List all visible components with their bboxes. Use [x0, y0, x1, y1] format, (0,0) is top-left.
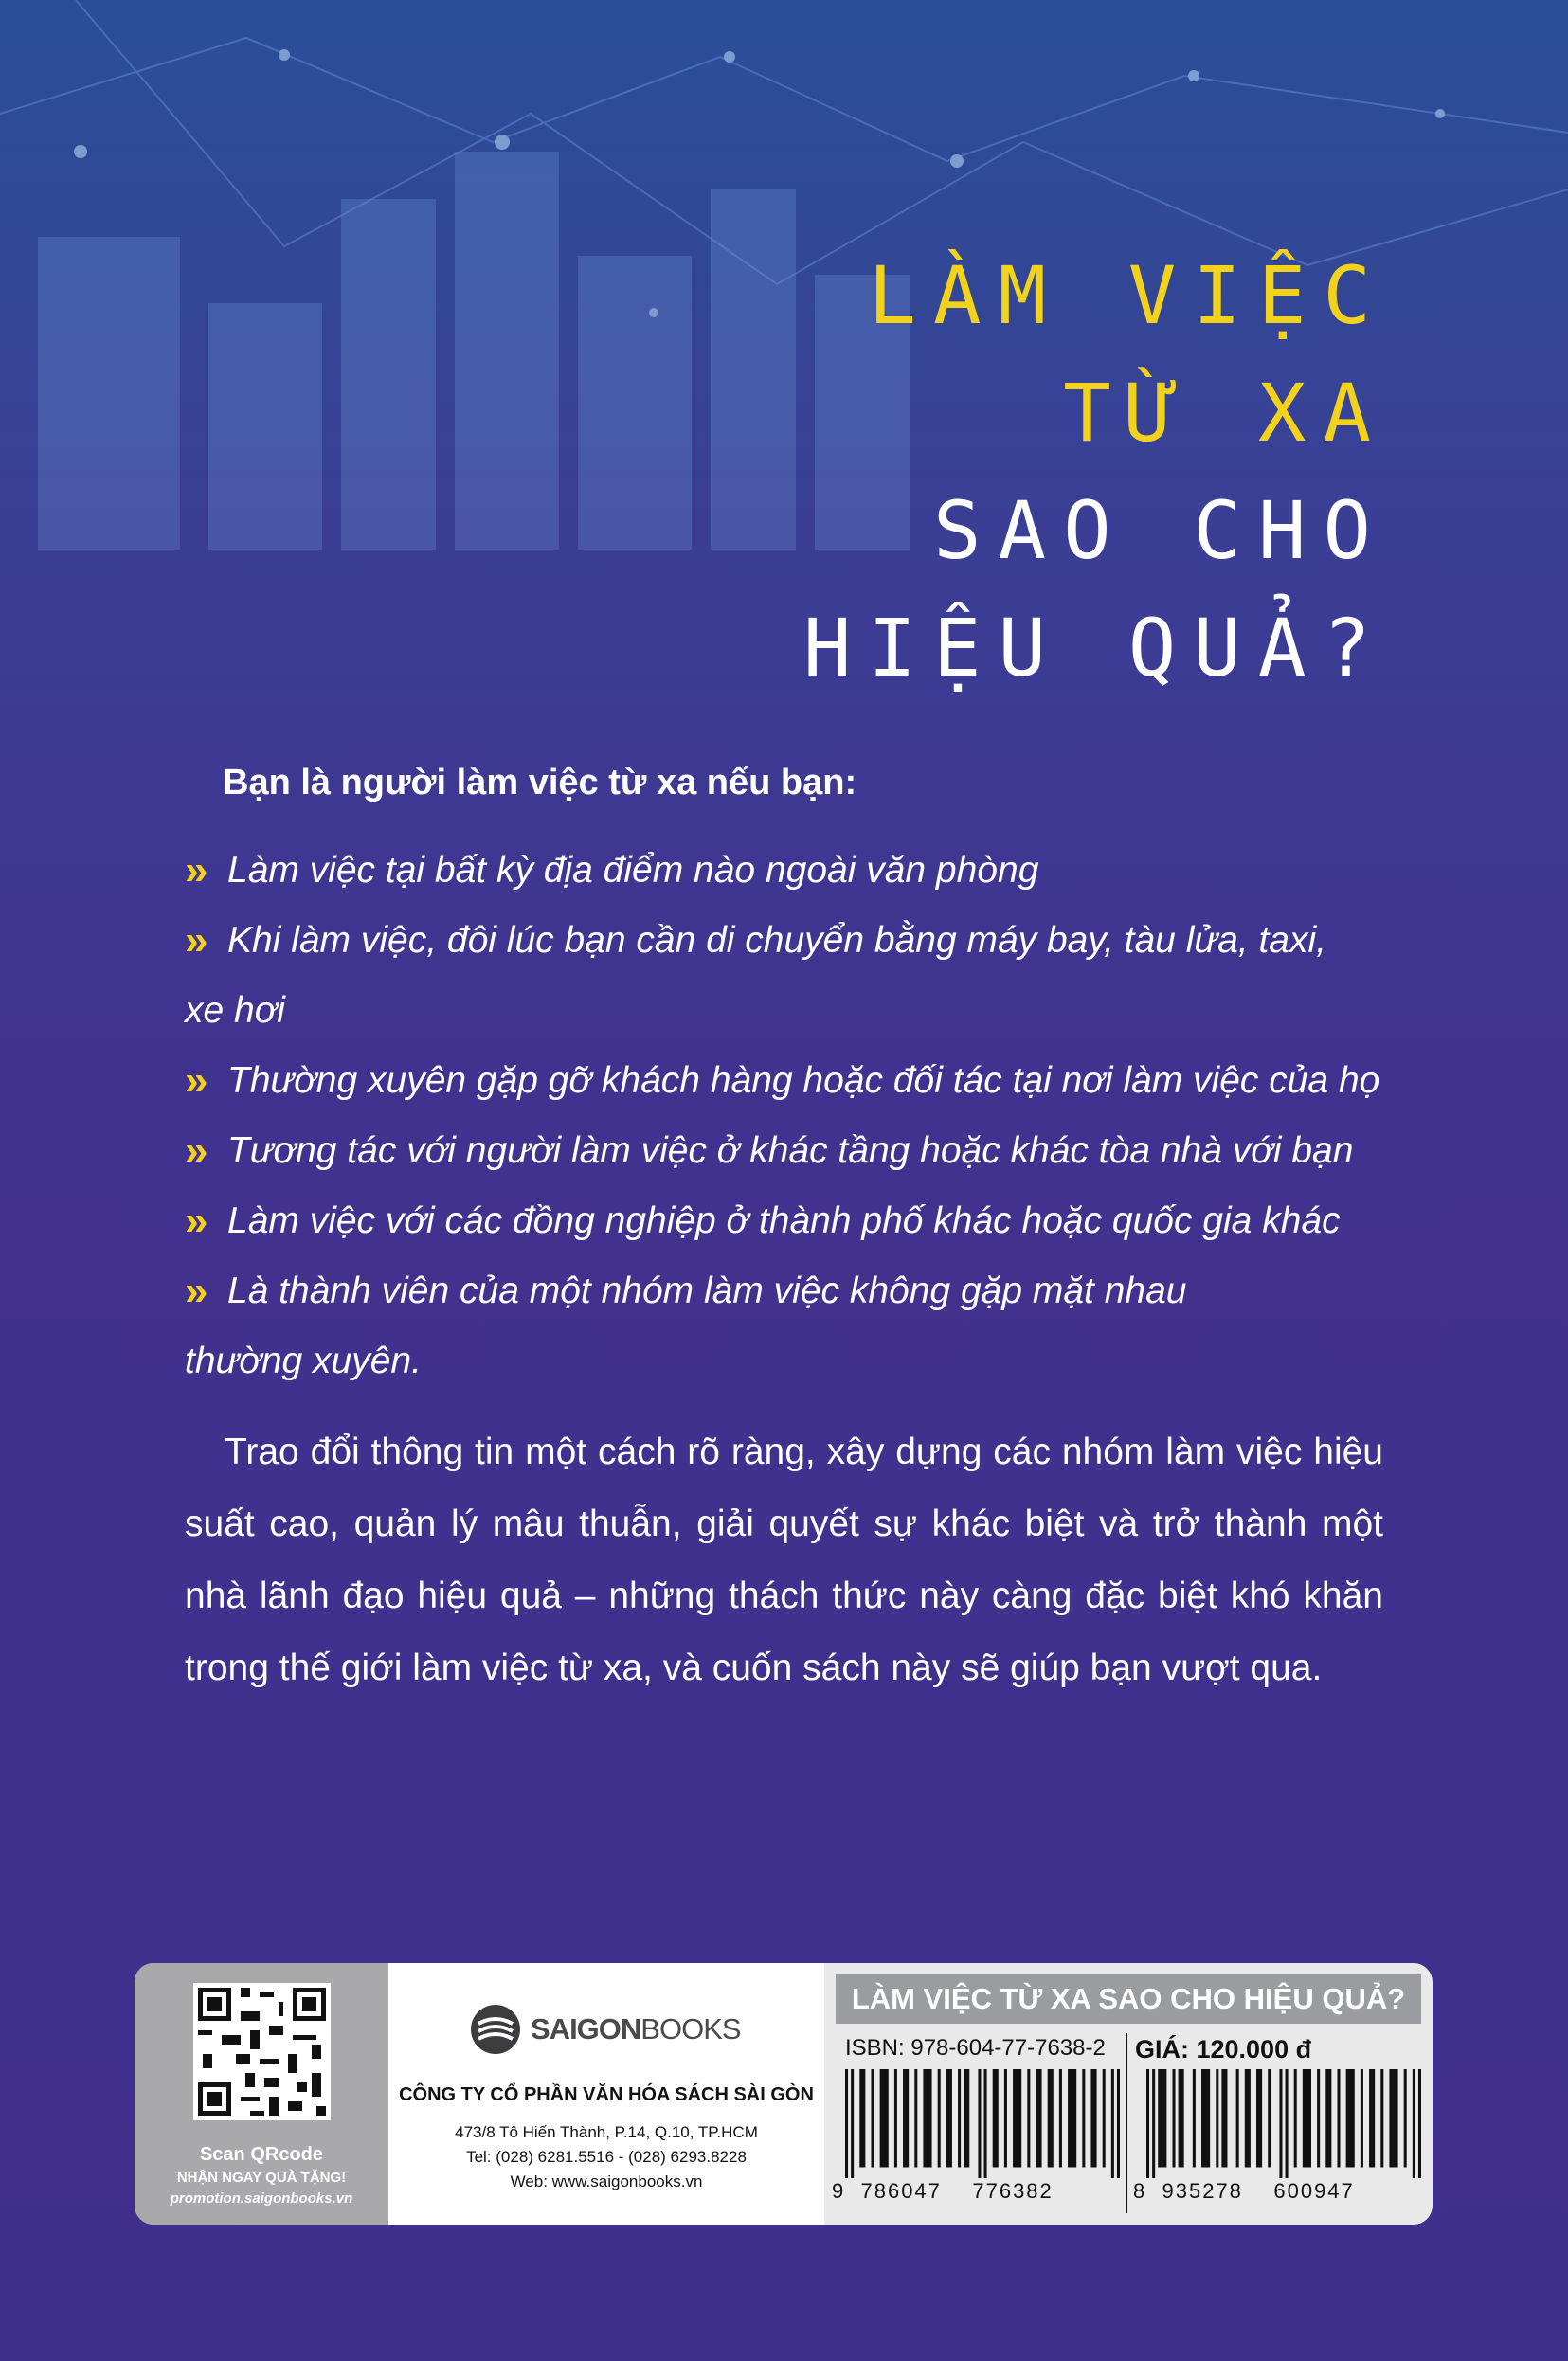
- qr-caption: Scan QRcode NHẬN NGAY QUÀ TẶNG! promotion.saigonbooks.vn: [170, 2144, 353, 2207]
- list-item: » Tương tác với người làm việc ở khác tầng hoặc khác tòa nhà với bạn: [185, 1116, 1407, 1186]
- title-line-4: HIỆU QUẢ?: [802, 602, 1388, 694]
- title-line-2: TỪ XA: [1063, 367, 1388, 460]
- isbn-barcode-digits: 9 786047 776382: [832, 2179, 1054, 2203]
- isbn-barcode-icon: [845, 2069, 1120, 2178]
- list-item: » Làm việc với các đồng nghiệp ở thành phố khác hoặc quốc gia khác: [185, 1186, 1407, 1256]
- publisher-logo-text: SAIGONBOOKS: [531, 2012, 741, 2046]
- back-cover-info-panel: [135, 1963, 1433, 2225]
- bullet-mark-icon: »: [185, 1268, 208, 1314]
- qr-section: [135, 1963, 388, 2225]
- title-line-3: SAO CHO: [932, 484, 1388, 577]
- bullet-mark-icon: »: [185, 847, 208, 893]
- bullet-mark-icon: »: [185, 1198, 208, 1244]
- isbn-label: ISBN: 978-604-77-7638-2: [845, 2035, 1106, 2061]
- list-item: » Là thành viên của một nhóm làm việc không gặp mặt nhau thường xuyên.: [185, 1256, 1407, 1397]
- price-barcode-icon: [1146, 2069, 1421, 2178]
- barcode-section: [824, 1963, 1433, 2225]
- book-title-bar: LÀM VIỆC TỪ XA SAO CHO HIỆU QUẢ?: [836, 1974, 1421, 2024]
- description-paragraph: Trao đổi thông tin một cách rõ ràng, xây dựng các nhóm làm việc hiệu suất cao, quản lý mâu thuẫn, giải quyết sự khác biệt và trở thành một nhà lãnh đạo hiệu quả – những thách thức này càng đặc biệt khó khăn trong thế giới làm việc từ xa, và cuốn sách này sẽ giúp bạn vượt qua.: [185, 1432, 1383, 1688]
- list-item: » Làm việc tại bất kỳ địa điểm nào ngoài văn phòng: [185, 836, 1407, 906]
- bullet-mark-icon: »: [185, 1127, 208, 1174]
- saigonbooks-logo-icon: [469, 2003, 522, 2056]
- bullet-mark-icon: »: [185, 1057, 208, 1104]
- divider: [1126, 2033, 1127, 2213]
- price-label: GIÁ: 120.000 đ: [1135, 2035, 1312, 2064]
- price-barcode-digits: 8 935278 600947: [1133, 2179, 1355, 2203]
- publisher-info: [388, 1963, 824, 2225]
- qr-code-icon[interactable]: [193, 1983, 331, 2120]
- bullet-list: [185, 836, 1407, 1397]
- book-title: [803, 237, 1388, 707]
- list-item: » Khi làm việc, đôi lúc bạn cần di chuyển bằng máy bay, tàu lửa, taxi, xe hơi: [185, 906, 1407, 1046]
- bullet-mark-icon: »: [185, 917, 208, 964]
- publisher-contact: 473/8 Tô Hiến Thành, P.14, Q.10, TP.HCM Tel: (028) 6281.5516 - (028) 6293.8228 Web: www.saigonbooks.vn: [455, 2123, 758, 2190]
- title-line-1: LÀM VIỆC: [868, 249, 1388, 342]
- list-item: » Thường xuyên gặp gỡ khách hàng hoặc đối tác tại nơi làm việc của họ: [185, 1046, 1407, 1116]
- lead-heading: Bạn là người làm việc từ xa nếu bạn:: [223, 763, 857, 802]
- publisher-name: CÔNG TY CỔ PHẦN VĂN HÓA SÁCH SÀI GÒN: [399, 2084, 814, 2105]
